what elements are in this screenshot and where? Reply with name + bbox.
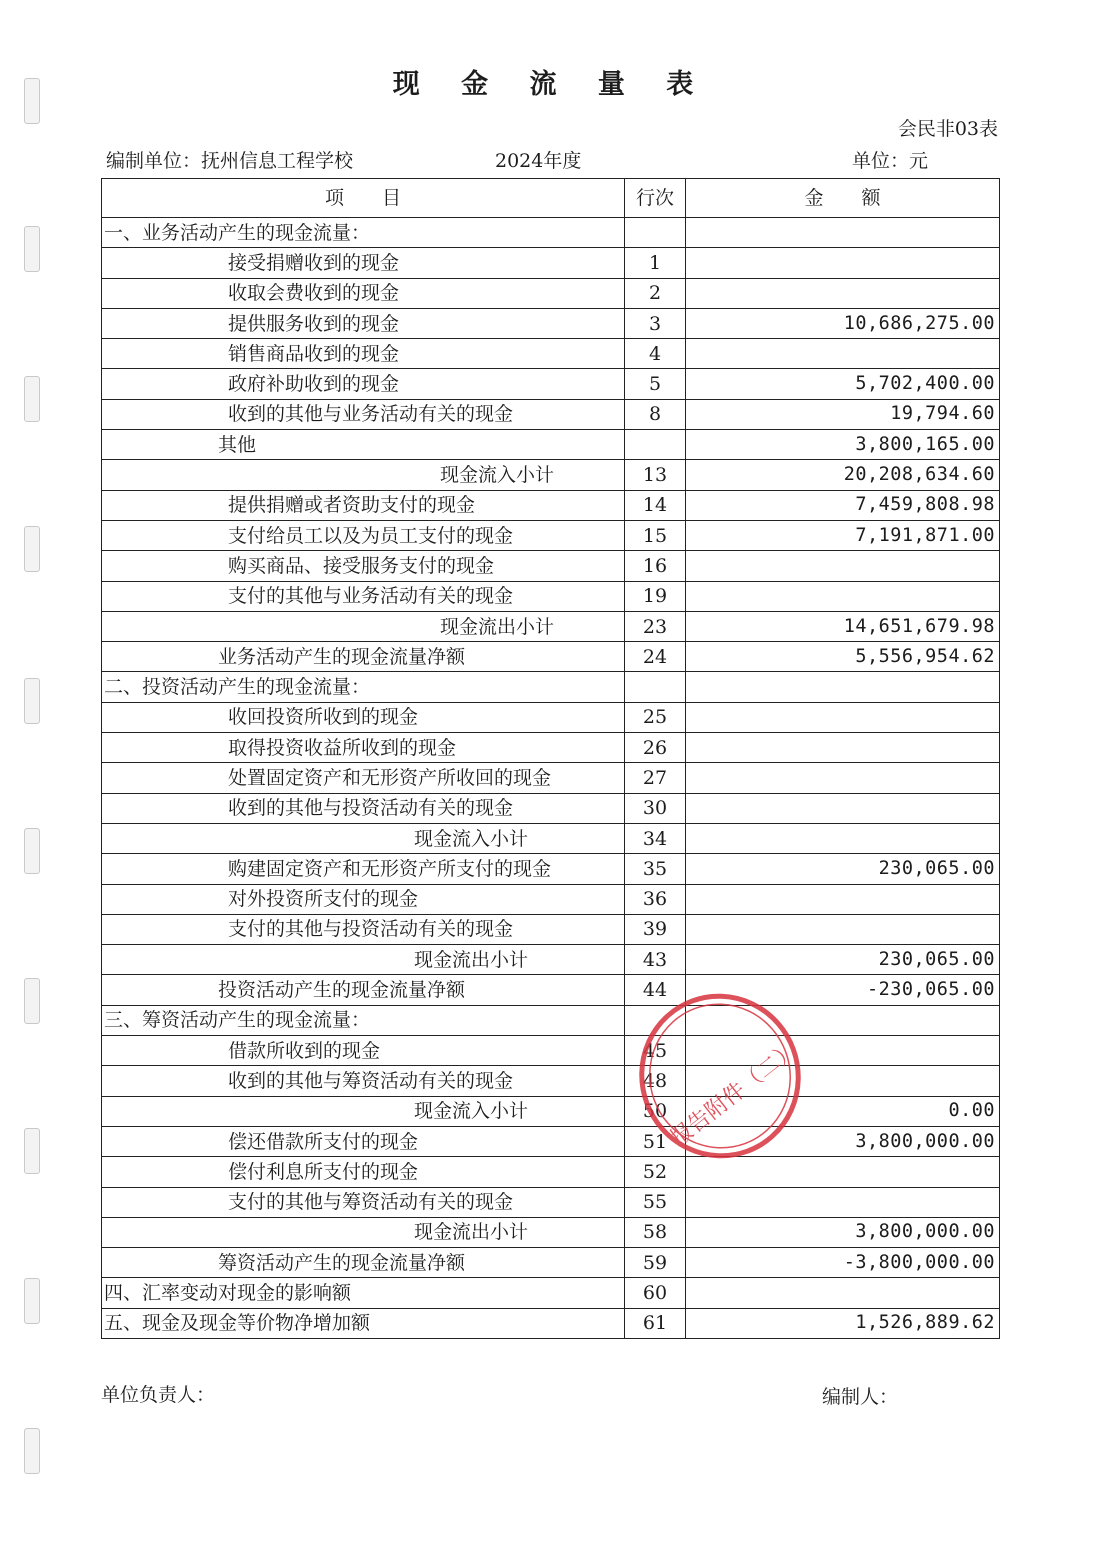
row-amount [686, 733, 1000, 763]
binder-hole [24, 1428, 40, 1474]
binder-hole [24, 226, 40, 272]
row-amount [686, 1278, 1000, 1308]
row-line-number: 1 [625, 248, 686, 278]
row-amount: 20,208,634.60 [686, 460, 1000, 490]
currency-unit: 单位：元 [852, 150, 929, 172]
row-line-number: 39 [625, 914, 686, 944]
row-item-label: 偿付利息所支付的现金 [102, 1157, 625, 1187]
table-body [102, 218, 1000, 1339]
row-item-label: 投资活动产生的现金流量净额 [102, 975, 625, 1005]
row-amount: 14,651,679.98 [686, 611, 1000, 641]
table-row [102, 642, 1000, 672]
table-row [102, 1096, 1000, 1126]
row-amount: 1,526,889.62 [686, 1308, 1000, 1338]
row-line-number: 34 [625, 823, 686, 853]
row-item-label: 支付给员工以及为员工支付的现金 [102, 520, 625, 550]
row-line-number: 4 [625, 339, 686, 369]
row-item-label: 收到的其他与筹资活动有关的现金 [102, 1066, 625, 1096]
row-item-label: 二、投资活动产生的现金流量： [102, 672, 625, 702]
table-row [102, 854, 1000, 884]
row-line-number: 58 [625, 1217, 686, 1247]
table-row [102, 823, 1000, 853]
row-line-number: 24 [625, 642, 686, 672]
row-amount: 230,065.00 [686, 945, 1000, 975]
row-item-label: 现金流出小计 [102, 611, 625, 641]
row-amount [686, 914, 1000, 944]
row-item-label: 现金流出小计 [102, 945, 625, 975]
row-amount: 10,686,275.00 [686, 308, 1000, 338]
row-line-number: 60 [625, 1278, 686, 1308]
table-row [102, 490, 1000, 520]
row-item-label: 五、现金及现金等价物净增加额 [102, 1308, 625, 1338]
row-item-label: 购买商品、接受服务支付的现金 [102, 551, 625, 581]
table-row [102, 672, 1000, 702]
row-amount [686, 1066, 1000, 1096]
row-amount [686, 1005, 1000, 1035]
row-line-number: 3 [625, 308, 686, 338]
row-amount [686, 581, 1000, 611]
table-row [102, 884, 1000, 914]
row-item-label: 购建固定资产和无形资产所支付的现金 [102, 854, 625, 884]
table-row [102, 399, 1000, 429]
table-row [102, 914, 1000, 944]
header-amount: 金 额 [686, 179, 1000, 218]
row-line-number: 55 [625, 1187, 686, 1217]
table-row [102, 1187, 1000, 1217]
row-line-number: 48 [625, 1066, 686, 1096]
row-item-label: 其他 [102, 430, 625, 460]
row-line-number: 59 [625, 1248, 686, 1278]
table-row [102, 611, 1000, 641]
row-line-number: 25 [625, 702, 686, 732]
row-amount: 19,794.60 [686, 399, 1000, 429]
table-row [102, 460, 1000, 490]
row-amount: 7,191,871.00 [686, 520, 1000, 550]
footer-preparer: 编制人： [822, 1386, 899, 1408]
binder-hole [24, 376, 40, 422]
row-item-label: 接受捐赠收到的现金 [102, 248, 625, 278]
row-line-number: 19 [625, 581, 686, 611]
cash-flow-table [101, 178, 1000, 1339]
row-item-label: 三、筹资活动产生的现金流量： [102, 1005, 625, 1035]
table-row [102, 702, 1000, 732]
row-item-label: 提供服务收到的现金 [102, 308, 625, 338]
row-line-number: 52 [625, 1157, 686, 1187]
row-line-number: 15 [625, 520, 686, 550]
row-amount [686, 672, 1000, 702]
table-row [102, 218, 1000, 248]
row-amount [686, 278, 1000, 308]
table-row [102, 1157, 1000, 1187]
row-amount: 3,800,000.00 [686, 1126, 1000, 1156]
table-row [102, 1126, 1000, 1156]
row-amount [686, 1036, 1000, 1066]
report-year: 2024年度 [495, 150, 582, 172]
row-item-label: 政府补助收到的现金 [102, 369, 625, 399]
row-amount: 3,800,000.00 [686, 1217, 1000, 1247]
preparing-organization: 编制单位：抚州信息工程学校 [106, 150, 354, 172]
row-line-number: 5 [625, 369, 686, 399]
row-item-label: 现金流入小计 [102, 460, 625, 490]
row-line-number: 26 [625, 733, 686, 763]
row-item-label: 业务活动产生的现金流量净额 [102, 642, 625, 672]
row-amount: -3,800,000.00 [686, 1248, 1000, 1278]
row-item-label: 对外投资所支付的现金 [102, 884, 625, 914]
row-amount: 7,459,808.98 [686, 490, 1000, 520]
row-line-number: 8 [625, 399, 686, 429]
table-row [102, 1278, 1000, 1308]
row-line-number: 23 [625, 611, 686, 641]
form-code: 会民非03表 [897, 118, 998, 140]
row-item-label: 收取会费收到的现金 [102, 278, 625, 308]
row-line-number: 13 [625, 460, 686, 490]
row-item-label: 提供捐赠或者资助支付的现金 [102, 490, 625, 520]
row-item-label: 支付的其他与筹资活动有关的现金 [102, 1187, 625, 1217]
row-amount [686, 793, 1000, 823]
row-line-number: 16 [625, 551, 686, 581]
row-amount: 5,556,954.62 [686, 642, 1000, 672]
binder-hole [24, 678, 40, 724]
table-row [102, 581, 1000, 611]
table-row [102, 369, 1000, 399]
page-title: 现 金 流 量 表 [392, 69, 710, 100]
row-amount [686, 702, 1000, 732]
row-amount [686, 1157, 1000, 1187]
row-item-label: 支付的其他与投资活动有关的现金 [102, 914, 625, 944]
row-amount [686, 823, 1000, 853]
table-row [102, 1036, 1000, 1066]
table-row [102, 1005, 1000, 1035]
table-row [102, 278, 1000, 308]
row-item-label: 现金流入小计 [102, 823, 625, 853]
table-row [102, 339, 1000, 369]
row-amount: 3,800,165.00 [686, 430, 1000, 460]
row-item-label: 一、业务活动产生的现金流量： [102, 218, 625, 248]
footer-responsible: 单位负责人： [101, 1384, 216, 1406]
row-line-number: 43 [625, 945, 686, 975]
row-line-number [625, 218, 686, 248]
row-amount: -230,065.00 [686, 975, 1000, 1005]
binder-hole [24, 1128, 40, 1174]
row-item-label: 偿还借款所支付的现金 [102, 1126, 625, 1156]
table-row [102, 248, 1000, 278]
row-amount: 230,065.00 [686, 854, 1000, 884]
row-line-number [625, 430, 686, 460]
row-line-number [625, 1005, 686, 1035]
row-item-label: 筹资活动产生的现金流量净额 [102, 1248, 625, 1278]
row-line-number [625, 672, 686, 702]
table-row [102, 763, 1000, 793]
table-header-row [102, 179, 1000, 218]
row-line-number: 35 [625, 854, 686, 884]
row-item-label: 四、汇率变动对现金的影响额 [102, 1278, 625, 1308]
row-amount [686, 218, 1000, 248]
row-amount [686, 339, 1000, 369]
row-item-label: 收到的其他与投资活动有关的现金 [102, 793, 625, 823]
table-row [102, 975, 1000, 1005]
row-line-number: 44 [625, 975, 686, 1005]
table-row [102, 551, 1000, 581]
header-line: 行次 [625, 179, 686, 218]
row-amount [686, 763, 1000, 793]
row-line-number: 51 [625, 1126, 686, 1156]
binder-hole [24, 978, 40, 1024]
row-line-number: 45 [625, 1036, 686, 1066]
row-item-label: 处置固定资产和无形资产所收回的现金 [102, 763, 625, 793]
row-line-number: 61 [625, 1308, 686, 1338]
row-item-label: 收到的其他与业务活动有关的现金 [102, 399, 625, 429]
table-row [102, 793, 1000, 823]
row-item-label: 现金流入小计 [102, 1096, 625, 1126]
seal-text: 报告附件（二） [666, 1037, 803, 1152]
row-amount [686, 1187, 1000, 1217]
row-amount [686, 248, 1000, 278]
row-amount [686, 551, 1000, 581]
table-row [102, 308, 1000, 338]
table-row [102, 945, 1000, 975]
row-amount: 5,702,400.00 [686, 369, 1000, 399]
row-amount [686, 884, 1000, 914]
row-amount: 0.00 [686, 1096, 1000, 1126]
table-row [102, 1217, 1000, 1247]
row-line-number: 50 [625, 1096, 686, 1126]
row-item-label: 取得投资收益所收到的现金 [102, 733, 625, 763]
binder-hole [24, 1278, 40, 1324]
row-item-label: 收回投资所收到的现金 [102, 702, 625, 732]
table-row [102, 733, 1000, 763]
row-line-number: 36 [625, 884, 686, 914]
row-item-label: 销售商品收到的现金 [102, 339, 625, 369]
binder-hole [24, 828, 40, 874]
table-row [102, 1248, 1000, 1278]
row-line-number: 2 [625, 278, 686, 308]
table-row [102, 520, 1000, 550]
row-line-number: 14 [625, 490, 686, 520]
binder-hole [24, 526, 40, 572]
row-item-label: 现金流出小计 [102, 1217, 625, 1247]
row-line-number: 30 [625, 793, 686, 823]
table-row [102, 430, 1000, 460]
row-item-label: 支付的其他与业务活动有关的现金 [102, 581, 625, 611]
table-row [102, 1066, 1000, 1096]
row-item-label: 借款所收到的现金 [102, 1036, 625, 1066]
header-item: 项 目 [102, 179, 625, 218]
row-line-number: 27 [625, 763, 686, 793]
table-row [102, 1308, 1000, 1338]
